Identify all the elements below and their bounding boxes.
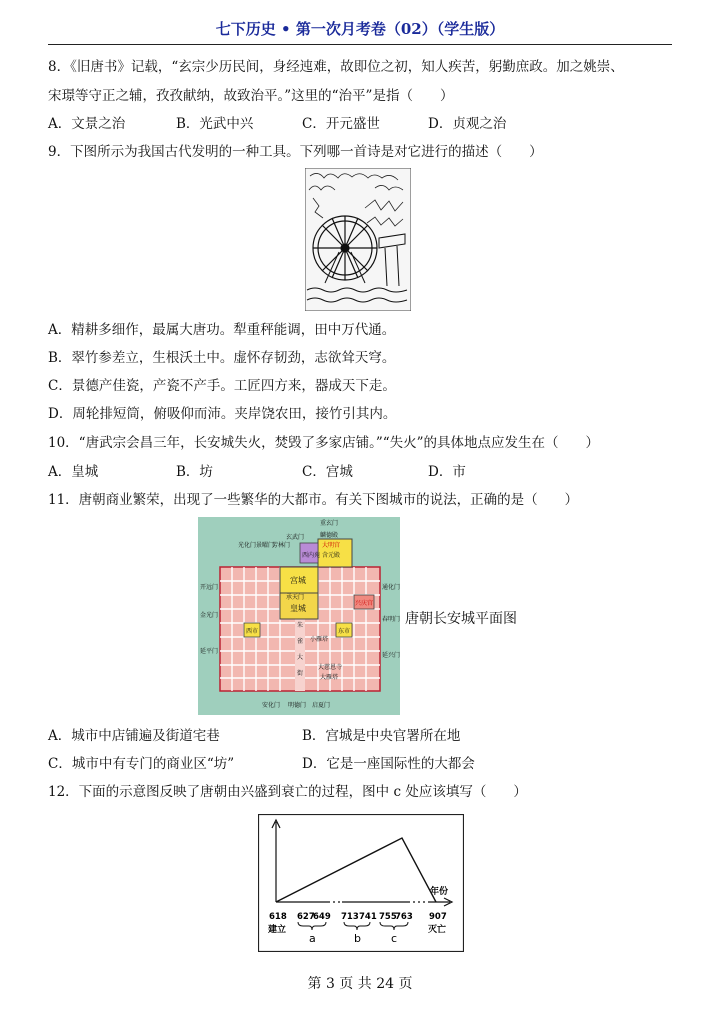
map-label-yanping: 延平门 xyxy=(200,648,219,655)
tick-label-618: 618 xyxy=(269,912,287,922)
map-label-da: 大 xyxy=(297,654,304,661)
q8-stem-line1: 8．《旧唐书》记载，“玄宗少历民间，身经迍难，故即位之初，知人疾苦，躬勤庶政。加之姚崇、 xyxy=(48,59,624,75)
q9-option-b[interactable]: B．翠竹参差立，生根沃土中。虚怀存韧劲，志欲耸天穹。 xyxy=(48,350,396,366)
changan-city-map xyxy=(198,517,400,715)
q12-stem: 12．下面的示意图反映了唐朝由兴盛到衰亡的过程，图中 c 处应该填写（ ） xyxy=(48,784,527,800)
map-label-xuanwumen: 玄武门 xyxy=(286,534,305,541)
q10-stem: 10．“唐武宗会昌三年，长安城失火，焚毁了多家店铺。”“失火”的具体地点应发生在（ ） xyxy=(48,435,600,451)
tick-label-763: 763 xyxy=(395,912,413,922)
tick-label-907: 907 xyxy=(429,912,447,922)
map-label-que: 雀 xyxy=(297,638,304,645)
header-divider xyxy=(48,44,672,45)
segment-label-a: a xyxy=(309,932,316,945)
map-label-mingde: 明德门 xyxy=(288,702,307,709)
map-label-yanxing: 延兴门 xyxy=(382,652,400,659)
q9-option-c[interactable]: C．景德产佳瓷，产瓷不产手。工匠四方来，器成天下走。 xyxy=(48,378,396,394)
tick-label-649: 649 xyxy=(313,912,331,922)
q8-option-d[interactable]: D．贞观之治 xyxy=(428,116,507,132)
q10-option-c[interactable]: C．宫城 xyxy=(302,464,353,480)
map-label-jinguang: 金光门 xyxy=(200,612,219,619)
map-label-daming: 大明宫 xyxy=(322,542,341,549)
map-label-gongcheng: 宫城 xyxy=(290,576,306,585)
map-label-xineiyuan: 西内苑 xyxy=(302,552,321,559)
q8-option-a[interactable]: A．文景之治 xyxy=(48,116,126,132)
page-footer: 第 3 页 共 24 页 xyxy=(307,976,413,992)
q11-option-c[interactable]: C．城市中有专门的商业区“坊” xyxy=(48,756,235,772)
map-label-hanyuan: 含元殿 xyxy=(322,552,341,559)
map-label-huangcheng: 皇城 xyxy=(290,604,306,613)
q11-stem: 11．唐朝商业繁荣，出现了一些繁华的大都市。有关下图城市的说法，正确的是（ ） xyxy=(48,492,579,508)
waterwheel-illustration xyxy=(305,168,411,311)
map-label-xingqing: 兴庆宫 xyxy=(355,600,374,607)
q11-option-d[interactable]: D．它是一座国际性的大都会 xyxy=(302,756,475,772)
segment-label-b: b xyxy=(354,932,361,945)
q9-option-d[interactable]: D．周轮排短筒，俯吸仰而沛。夹岸饶农田，接竹引其内。 xyxy=(48,406,397,422)
tick-label-713: 713 xyxy=(341,912,359,922)
map-label-jingyao: 景曜门 xyxy=(256,542,275,549)
segment-label-c: c xyxy=(391,932,398,945)
map-label-jie: 街 xyxy=(297,670,304,677)
map-label-guanghua: 光化门 xyxy=(238,542,257,549)
map-label-xishi: 西市 xyxy=(246,628,259,635)
q10-option-a[interactable]: A．皇城 xyxy=(48,464,99,480)
map-label-dongshi: 东市 xyxy=(338,628,351,635)
map-label-tonghua: 通化门 xyxy=(382,584,400,591)
map-label-dayanta: 大雁塔 xyxy=(320,674,339,681)
q10-option-b[interactable]: B．坊 xyxy=(176,464,213,480)
q9-option-a[interactable]: A．精耕多细作，最属大唐功。犁重秤能调，田中万代通。 xyxy=(48,322,396,338)
map-label-chongxuan: 重玄门 xyxy=(320,520,339,527)
tick-label-627: 627 xyxy=(297,912,315,922)
map-label-qixia: 启夏门 xyxy=(312,702,331,709)
tick-label-741: 741 xyxy=(359,912,377,922)
x-axis-label: 年份 xyxy=(430,887,449,897)
q11-option-a[interactable]: A．城市中店铺遍及街道宅巷 xyxy=(48,728,220,744)
map-label-ciensi: 大慈恩寺 xyxy=(318,664,343,671)
tick-label-755: 755 xyxy=(379,912,397,922)
map-label-zhu: 朱 xyxy=(297,622,304,629)
tang-rise-fall-chart xyxy=(258,814,464,952)
q8-stem-line2: 宋璟等守正之辅，孜孜献纳，故致治平。”这里的“治平”是指（ ） xyxy=(48,88,454,104)
label-start: 建立 xyxy=(268,925,287,935)
page-header: 七下历史 • 第一次月考卷（02）（学生版） xyxy=(215,20,505,38)
q8-option-b[interactable]: B．光武中兴 xyxy=(176,116,254,132)
map-label-xiaoyan: 小雁塔 xyxy=(310,636,329,643)
map-label-chengtian: 承天门 xyxy=(286,594,305,601)
label-end: 灭亡 xyxy=(428,925,447,935)
q11-map-caption: 唐朝长安城平面图 xyxy=(405,611,517,627)
q11-option-b[interactable]: B．宫城是中央官署所在地 xyxy=(302,728,461,744)
q9-stem: 9．下图所示为我国古代发明的一种工具。下列哪一首诗是对它进行的描述（ ） xyxy=(48,144,543,160)
map-label-chunming: 春明门 xyxy=(382,616,400,623)
map-label-linde: 麟德殿 xyxy=(320,532,339,539)
map-label-anhua: 安化门 xyxy=(262,702,281,709)
map-label-fanglin: 芳林门 xyxy=(272,542,291,549)
q10-option-d[interactable]: D．市 xyxy=(428,464,466,480)
map-label-kaiyuan: 开远门 xyxy=(200,584,219,591)
q8-option-c[interactable]: C．开元盛世 xyxy=(302,116,380,132)
